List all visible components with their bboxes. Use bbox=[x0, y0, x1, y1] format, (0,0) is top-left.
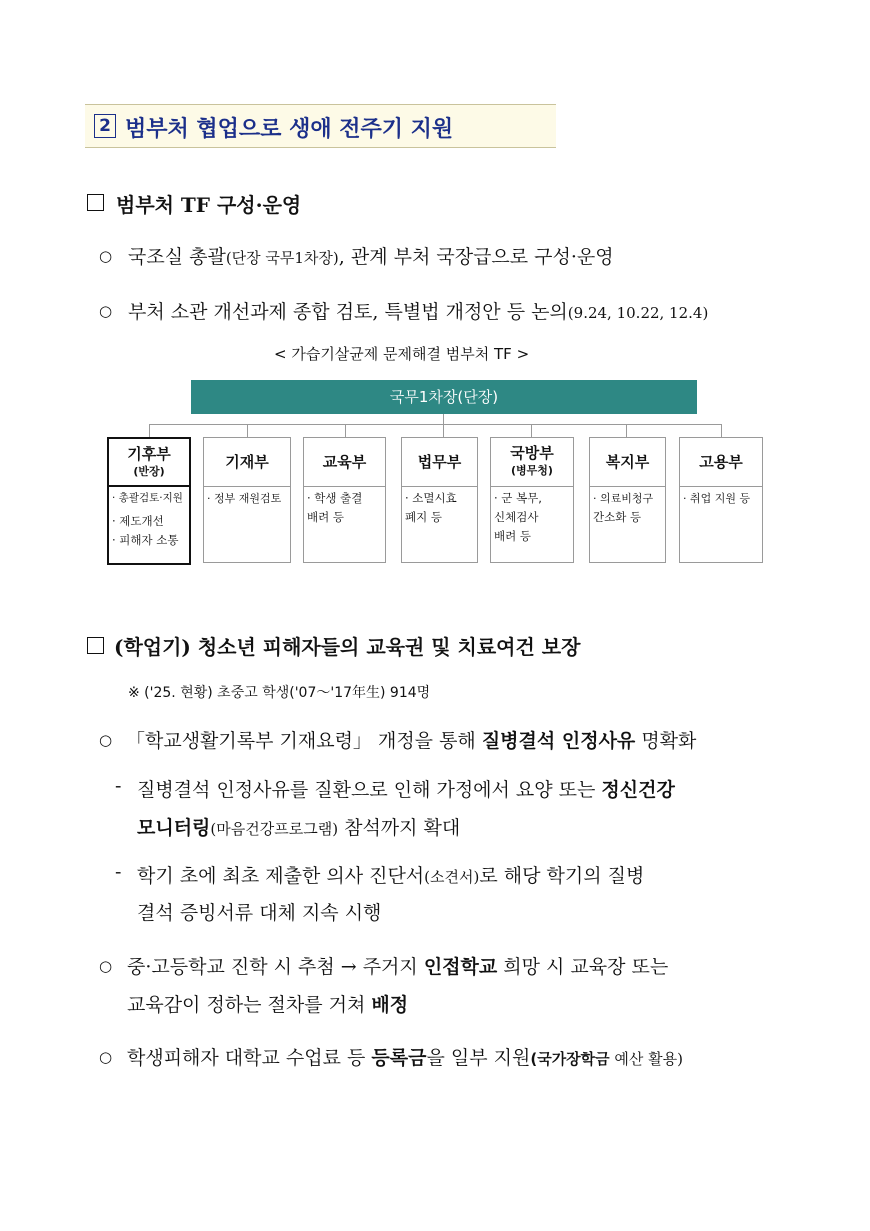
org-chart-caption: < 가습기살균제 문제해결 범부처 TF > bbox=[274, 345, 530, 363]
org-member-name: 교육부 bbox=[322, 453, 367, 471]
org-member-name: 기후부 bbox=[127, 445, 171, 463]
block2-dash-2-line2: 결석 증빙서류 대체 지속 시행 bbox=[137, 902, 382, 924]
block1-item-2: 부처 소관 개선과제 종합 검토, 특별법 개정안 등 논의(9.24, 10.22, 12.4) bbox=[128, 301, 709, 323]
block2-item-2-line2: 교육감이 정하는 절차를 거쳐 배정 bbox=[127, 994, 409, 1016]
bullet-circle-icon: ○ bbox=[99, 1048, 113, 1066]
section-title: 범부처 협업으로 생애 전주기 지원 bbox=[125, 117, 454, 142]
org-member-sub: (반장) bbox=[133, 465, 165, 478]
org-connector bbox=[626, 424, 627, 438]
org-member-name-box bbox=[401, 437, 478, 487]
org-member-name-box bbox=[203, 437, 291, 487]
org-member-name: 기재부 bbox=[225, 453, 269, 471]
bullet-circle-icon: ○ bbox=[99, 247, 113, 265]
org-connector bbox=[721, 424, 722, 438]
org-member-desc-box: · 취업 지원 등 bbox=[679, 486, 763, 563]
org-member-name-box bbox=[679, 437, 763, 487]
org-member-desc-box: · 군 복무, 신체검사 배려 등 bbox=[490, 486, 574, 563]
org-connector bbox=[149, 424, 722, 425]
org-connector bbox=[443, 424, 444, 438]
org-member-name: 법무부 bbox=[417, 453, 462, 471]
block1-item-1: 국조실 총괄(단장 국무1차장), 관계 부처 국장급으로 구성·운영 bbox=[128, 246, 614, 268]
bullet-circle-icon: ○ bbox=[99, 731, 113, 749]
org-member-name-box bbox=[303, 437, 386, 487]
block1-heading: 범부처 TF 구성·운영 bbox=[116, 193, 302, 217]
org-member-desc-box: · 의료비청구 간소화 등 bbox=[589, 486, 666, 563]
org-member-desc-box: · 총괄검토·지원 · 제도개선 · 피해자 소통 bbox=[107, 485, 191, 565]
org-connector bbox=[247, 424, 248, 438]
org-connector bbox=[345, 424, 346, 438]
block2-dash-2-line1: 학기 초에 최초 제출한 의사 진단서(소견서)로 해당 학기의 질병 bbox=[137, 865, 645, 887]
org-member-name: 국방부 bbox=[510, 444, 554, 462]
bullet-circle-icon: ○ bbox=[99, 302, 113, 320]
org-connector bbox=[443, 414, 444, 424]
block2-item-2-line1: 중·고등학교 진학 시 추첨 → 주거지 인접학교 희망 시 교육장 또는 bbox=[127, 956, 669, 978]
checkbox-icon bbox=[87, 194, 104, 211]
bullet-circle-icon: ○ bbox=[99, 957, 113, 975]
org-chart-top: 국무1차장(단장) bbox=[191, 380, 697, 414]
org-member-desc-box: · 정부 재원검토 bbox=[203, 486, 291, 563]
section-header bbox=[85, 104, 556, 148]
org-connector bbox=[531, 424, 532, 438]
org-member-name: 복지부 bbox=[605, 453, 650, 471]
dash-bullet-icon: - bbox=[115, 861, 122, 883]
org-member-name-box bbox=[589, 437, 666, 487]
org-member-desc-box: · 소멸시효 폐지 등 bbox=[401, 486, 478, 563]
dash-bullet-icon: - bbox=[115, 775, 122, 797]
block2-heading: (학업기) 청소년 피해자들의 교육권 및 치료여건 보장 bbox=[114, 635, 581, 659]
org-member-desc-box: · 학생 출결 배려 등 bbox=[303, 486, 386, 563]
org-member-name-box bbox=[107, 437, 191, 487]
block2-note: ※ ('25. 현황) 초중고 학생('07～'17年生) 914명 bbox=[128, 685, 431, 701]
section-number: 2 bbox=[94, 114, 116, 138]
block2-dash-1-line1: 질병결석 인정사유를 질환으로 인해 가정에서 요양 또는 정신건강 bbox=[137, 779, 675, 801]
block2-item-1: 「학교생활기록부 기재요령」 개정을 통해 질병결석 인정사유 명확화 bbox=[126, 730, 697, 752]
org-member-name-box bbox=[490, 437, 574, 487]
checkbox-icon bbox=[87, 637, 104, 654]
block2-item-3: 학생피해자 대학교 수업료 등 등록금을 일부 지원(국가장학금 예산 활용) bbox=[127, 1047, 684, 1069]
block2-dash-1-line2: 모니터링(마음건강프로그램) 참석까지 확대 bbox=[137, 817, 461, 839]
org-member-name: 고용부 bbox=[699, 453, 743, 471]
org-connector bbox=[149, 424, 150, 438]
org-member-sub: (병무청) bbox=[511, 464, 553, 477]
